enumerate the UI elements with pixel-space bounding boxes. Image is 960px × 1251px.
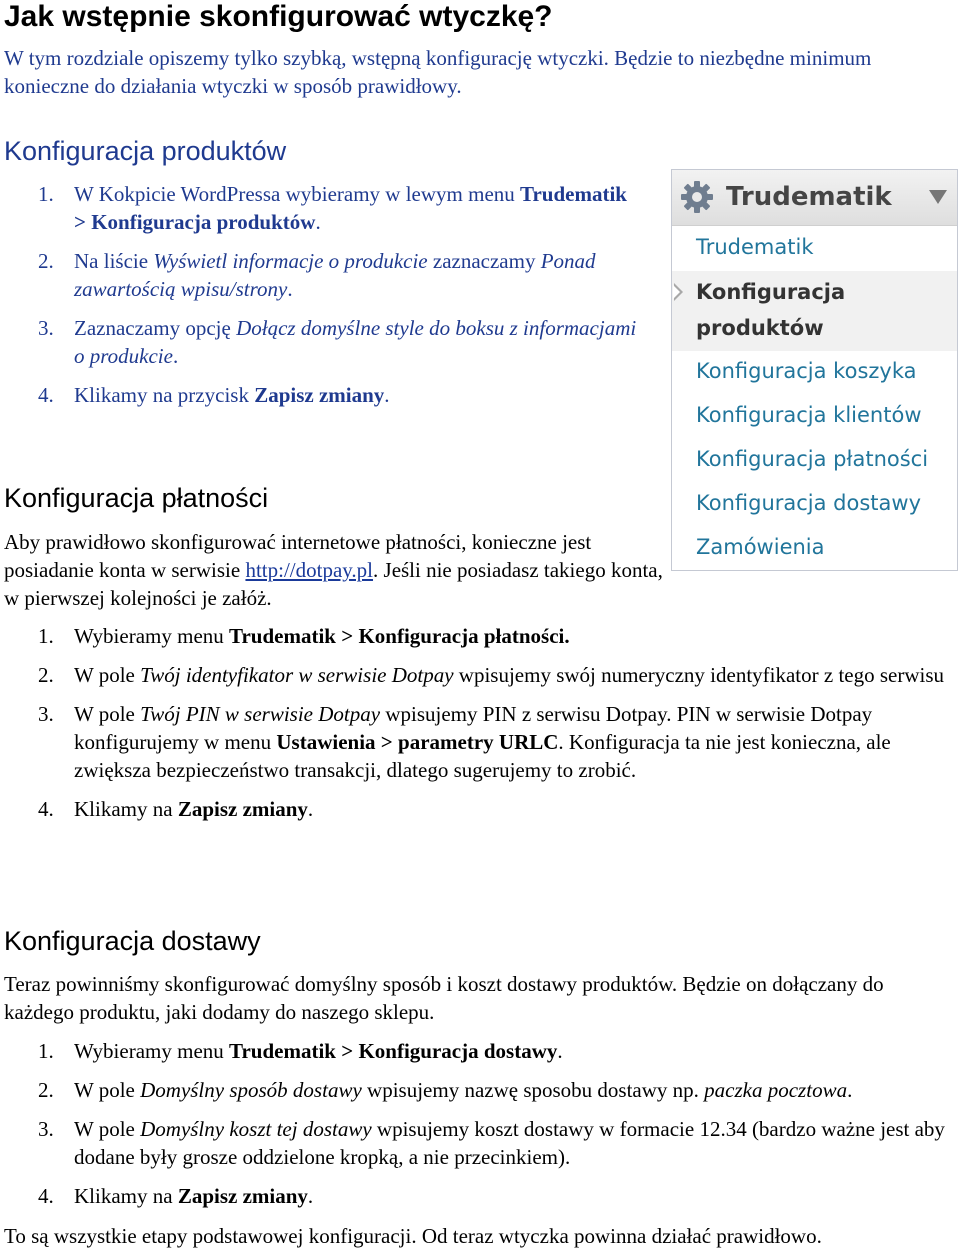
menu-item-cart[interactable]: Konfiguracja koszyka <box>696 359 917 383</box>
list-item: 1. W Kokpicie WordPressa wybieramy w lewym menu Trudematik > Konfiguracja produktów. <box>38 182 627 234</box>
list-item: 3. Zaznaczamy opcję Dołącz domyślne style do boksu z informacjami o produkcie. <box>38 316 637 368</box>
menu-item-orders[interactable]: Zamówienia <box>696 535 825 559</box>
list-item: 2. W pole Domyślny sposób dostawy wpisujemy nazwę sposobu dostawy np. paczka pocztowa. <box>38 1078 853 1102</box>
menu-item-clients[interactable]: Konfiguracja klientów <box>696 403 922 427</box>
payments-intro: Aby prawidłowo skonfigurować internetowe płatności, konieczne jest posiadanie konta w serwisie http://dotpay.pl. Jeśli nie posiadasz takiego konta, w pierwszej kolejności je załóż. <box>4 530 663 610</box>
dotpay-link[interactable]: http://dotpay.pl <box>245 558 374 582</box>
menu-header[interactable] <box>672 170 957 226</box>
menu-item-payments[interactable]: Konfiguracja płatności <box>696 447 929 471</box>
menu-item-shipping[interactable]: Konfiguracja dostawy <box>696 491 922 515</box>
caret-right-icon <box>674 283 683 301</box>
menu-title: Trudematik <box>726 182 892 212</box>
shipping-heading: Konfiguracja dostawy <box>4 926 261 956</box>
list-item: 2. Na liście Wyświetl informacje o produkcie zaznaczamy Ponad zawartością wpisu/strony. <box>38 249 596 301</box>
shipping-intro: Teraz powinniśmy skonfigurować domyślny sposób i koszt dostawy produktów. Będzie on dołączany do każdego produktu, jaki dodamy do naszego sklepu. <box>4 972 884 1024</box>
shipping-steps <box>0 1037 960 1210</box>
payments-heading: Konfiguracja płatności <box>4 483 269 513</box>
gear-icon <box>680 180 714 214</box>
list-item: 3. W pole Twój PIN w serwisie Dotpay wpisujemy PIN z serwisu Dotpay. PIN w serwisie Dotpay konfigurujemy w menu Ustawienia > parametry URLC. Konfiguracja ta nie jest konieczna, ale zwiększa bezpieczeństwo transakcji, dlatego sugerujemy to zrobić. <box>38 702 891 782</box>
list-item: 1. Wybieramy menu Trudematik > Konfiguracja dostawy. <box>38 1039 563 1063</box>
page-title: Jak wstępnie skonfigurować wtyczkę? <box>4 0 553 33</box>
menu-item-products[interactable]: Konfiguracja produktów <box>696 280 846 340</box>
chevron-down-icon[interactable] <box>929 190 947 204</box>
outro-paragraph: To są wszystkie etapy podstawowej konfiguracji. Od teraz wtyczka powinna działać prawidłowo. <box>4 1224 822 1248</box>
list-item: 4. Klikamy na przycisk Zapisz zmiany. <box>38 383 390 407</box>
list-item: 3. W pole Domyślny koszt tej dostawy wpisujemy koszt dostawy w formacie 12.34 (bardzo ważne jest aby dodane były grosze oddzielone kropką, a nie przecinkiem). <box>38 1117 945 1169</box>
list-item: 4. Klikamy na Zapisz zmiany. <box>38 1184 314 1208</box>
products-steps <box>0 180 640 409</box>
list-item: 4. Klikamy na Zapisz zmiany. <box>38 797 314 821</box>
intro-paragraph: W tym rozdziale opiszemy tylko szybką, wstępną konfigurację wtyczki. Będzie to niezbędne minimum konieczne do działania wtyczki w sposób prawidłowy. <box>4 46 872 98</box>
list-item: 1. Wybieramy menu Trudematik > Konfiguracja płatności. <box>38 624 570 648</box>
list-item: 2. W pole Twój identyfikator w serwisie Dotpay wpisujemy swój numeryczny identyfikator z tego serwisu <box>38 663 945 687</box>
menu-item-trudematik[interactable]: Trudematik <box>696 235 814 259</box>
trudematik-menu-panel <box>671 169 958 571</box>
payments-steps <box>0 622 960 823</box>
products-heading: Konfiguracja produktów <box>4 136 287 166</box>
